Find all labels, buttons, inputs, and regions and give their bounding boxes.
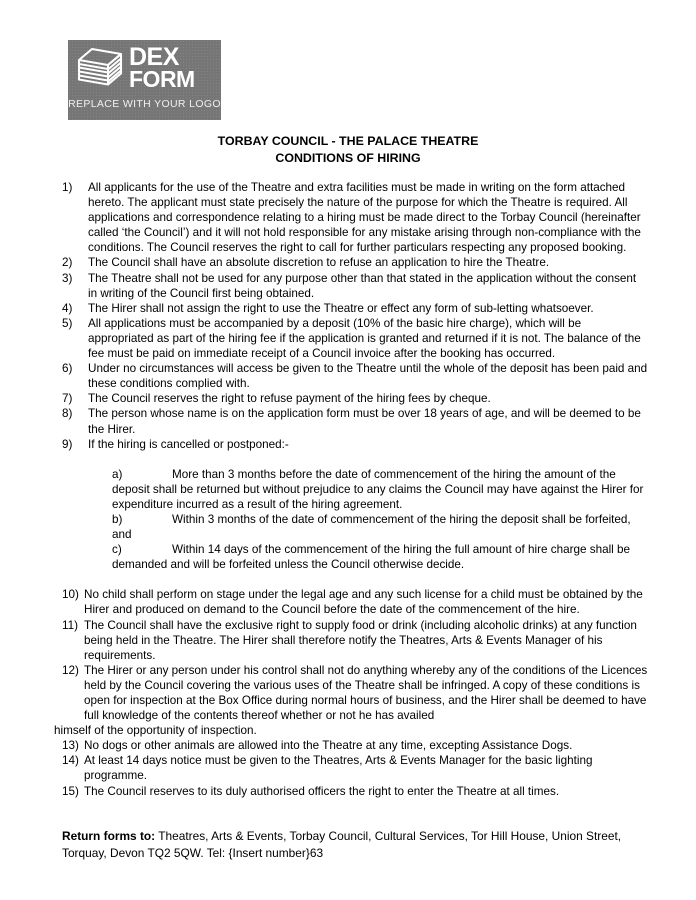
return-forms-address: Theatres, Arts & Events, Torbay Council, Cultural Services, Tor Hill House, Union Street, Torquay, Devon TQ2 5QW. Tel: {Insert number}63: [62, 829, 622, 860]
clause-text: The Hirer or any person under his control shall not do anything whereby any of the conditions of the Licences held by the Council covering the various uses of the Theatre shall be infringed. A copy of these conditions is open for inspection at the Box Office during normal hours of business, and the Hirer shall be deemed to have full knowledge of the contents thereof whether or not he has availed: [84, 663, 648, 723]
clause-number: 11): [62, 618, 79, 632]
clause-item: [62, 784, 648, 799]
clause-item: [62, 738, 648, 753]
clause-number: 9): [62, 437, 73, 451]
clause-text: The Council shall have the exclusive right to supply food or drink (including alcoholic drinks) at any function being held in the Theatre. The Hirer shall therefore notify the Theatres, Arts & Events Manager of his requirements.: [84, 618, 637, 662]
sub-clause-text: Within 14 days of the commencement of the hiring the full amount of hire charge shall be demanded and will be forfeited unless the Council otherwise decide.: [112, 543, 631, 572]
stacked-paper-icon: [76, 46, 124, 90]
clause-number: 5): [62, 316, 73, 330]
clause-number: 13): [62, 739, 79, 753]
clause-text: The Council shall have an absolute discretion to refuse an application to hire the Theatre.: [88, 256, 550, 270]
sub-clause-item: [112, 542, 648, 572]
clause-number: 12): [62, 663, 79, 677]
clause-item: [62, 271, 648, 301]
clause-text: The person whose name is on the application form must be over 18 years of age, and will be deemed to be the Hirer.: [88, 407, 641, 436]
clause-number: 7): [62, 392, 73, 406]
sub-clause-text: Within 3 months of the date of commencement of the hiring the deposit shall be forfeited, and: [112, 512, 631, 542]
clause-item: [62, 180, 648, 255]
sub-clause-item: [112, 467, 648, 512]
clause-item: [62, 663, 648, 723]
logo-wordmark: [129, 42, 195, 92]
clause-text: If the hiring is cancelled or postponed:-: [88, 437, 289, 451]
clause-text: At least 14 days notice must be given to the Theatres, Arts & Events Manager for the basic lighting programme.: [84, 754, 593, 783]
clause-item: [62, 255, 648, 270]
return-forms-footer: [62, 828, 648, 861]
title-line-1: TORBAY COUNCIL - THE PALACE THEATRE: [217, 134, 479, 148]
clause-trailing-line: himself of the opportunity of inspection.: [54, 724, 257, 738]
sub-clause-label: a): [112, 467, 123, 481]
sub-clause-text: More than 3 months before the date of commencement of the hiring the amount of the deposit shall be returned but without prejudice to any claims the Council may have against the Hirer for expenditure incurred as a result of the hiring agreement.: [112, 467, 644, 511]
dexform-logo: [68, 40, 221, 120]
clause-text: Under no circumstances will access be given to the Theatre until the whole of the deposit has been paid and these conditions complied with.: [88, 362, 648, 391]
clause-item: [62, 301, 648, 316]
clause-list-bottom: [54, 587, 648, 798]
logo-line-dex: DEX: [129, 42, 179, 71]
clause-item: [62, 406, 648, 436]
sub-clause-list: [112, 467, 648, 573]
clause-item: [62, 587, 648, 617]
logo-line-form: FORM: [129, 65, 195, 92]
clause-item: [62, 391, 648, 406]
clause-text: No dogs or other animals are allowed into the Theatre at any time, excepting Assistance Dogs.: [84, 739, 573, 753]
clause-item: [62, 361, 648, 391]
clause-number: 4): [62, 301, 73, 315]
conditions-body: [54, 180, 648, 799]
clause-text: No child shall perform on stage under the legal age and any such license for a child must be obtained by the Hirer and produced on demand to the Council before the date of the commencement of the hire.: [84, 588, 643, 617]
logo-caption: REPLACE WITH YOUR LOGO: [68, 98, 221, 110]
return-forms-label: Return forms to:: [62, 829, 156, 843]
title-line-2: CONDITIONS OF HIRING: [275, 150, 421, 165]
logo-top-row: [68, 40, 221, 96]
clause-number: 8): [62, 407, 73, 421]
clause-number: 10): [62, 588, 79, 602]
clause-number: 6): [62, 362, 73, 376]
clause-number: 2): [62, 256, 73, 270]
clause-item: [62, 618, 648, 663]
clause-item: [62, 753, 648, 783]
clause-text: The Theatre shall not be used for any purpose other than that stated in the application without the consent in writing of the Council first being obtained.: [88, 271, 637, 300]
sub-clause-label: c): [112, 543, 122, 557]
clause-text: All applicants for the use of the Theatre and extra facilities must be made in writing on the form attached hereto. The applicant must state precisely the nature of the purpose for which the Theatre is required. All applications and correspondence relating to a hiring must be made direct to the Torbay Council (hereinafter called ‘the Council’) and it will not hold responsible for any mistake arising through non-compliance with the conditions. The Council reserves the right to call for further particulars respecting any proposed booking.: [88, 181, 641, 255]
clause-number: 1): [62, 181, 73, 194]
clause-list-top: [62, 180, 648, 452]
clause-item: [62, 437, 648, 452]
clause-item: [62, 316, 648, 361]
clause-text: The Council reserves to its duly authorised officers the right to enter the Theatre at all times.: [84, 784, 560, 798]
clause-number: 3): [62, 271, 73, 285]
clause-text: All applications must be accompanied by a deposit (10% of the basic hire charge), which will be appropriated as part of the hiring fee if the application is granted and returned if it is not. The balance of the fee must be paid on immediate receipt of a Council invoice after the booking has occurred.: [88, 316, 641, 361]
clause-number: 15): [62, 784, 79, 798]
sub-clause-item: [112, 512, 648, 542]
clause-number: 14): [62, 754, 79, 768]
clause-text: The Hirer shall not assign the right to use the Theatre or effect any form of sub-letting whatsoever.: [88, 301, 594, 315]
sub-clause-label: b): [112, 512, 123, 526]
document-title: [0, 133, 696, 166]
clause-text: The Council reserves the right to refuse payment of the hiring fees by cheque.: [88, 392, 491, 406]
